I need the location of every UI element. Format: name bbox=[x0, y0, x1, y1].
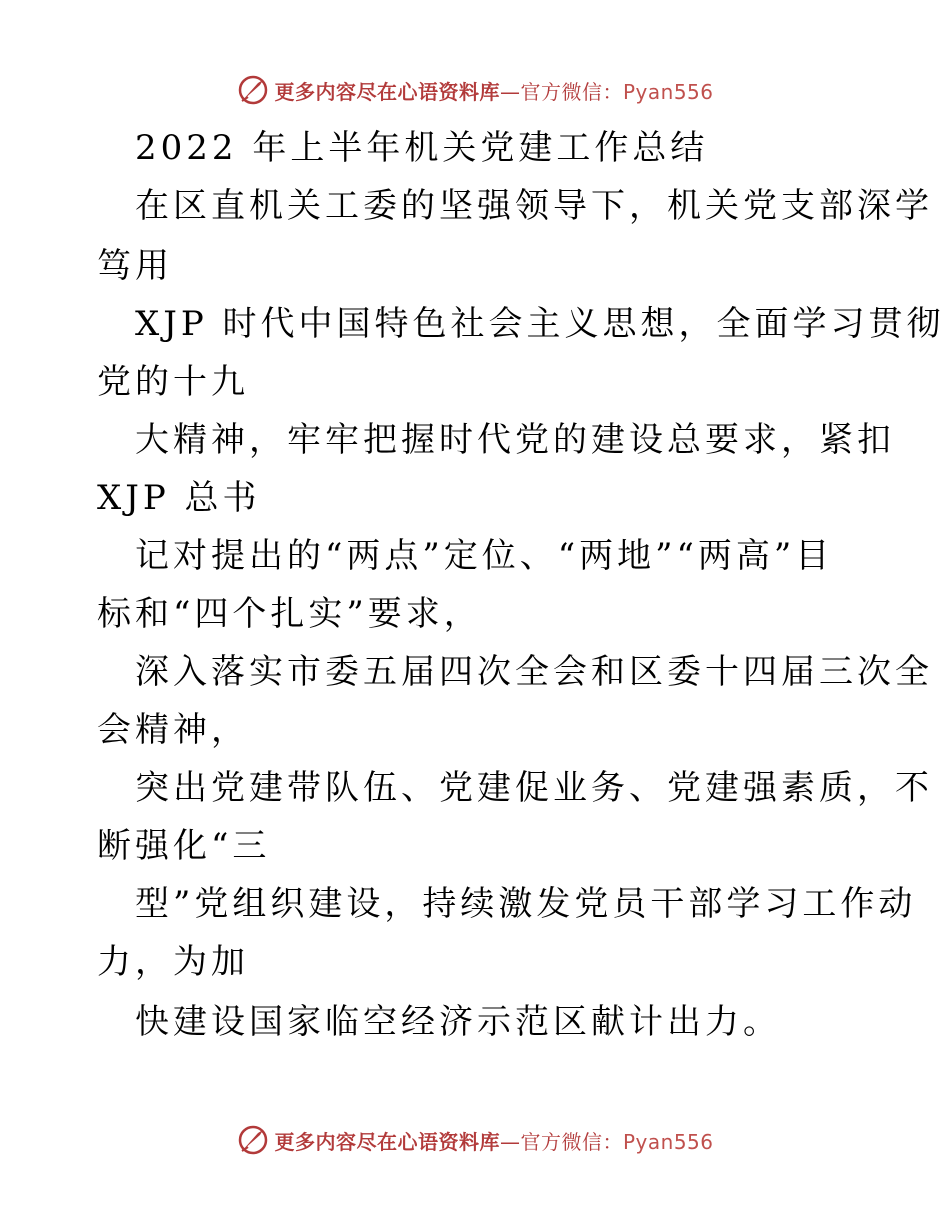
document-line: 党的十九 bbox=[97, 362, 249, 402]
banner-text bbox=[274, 1126, 713, 1155]
banner-separator: —官方微信： bbox=[499, 79, 623, 104]
banner-main-text: 更多内容尽在心语资料库 bbox=[274, 79, 500, 104]
banner-wechat-id: Pyan556 bbox=[622, 79, 714, 104]
header-watermark-banner bbox=[0, 70, 950, 110]
document-line: 标和“四个扎实”要求， bbox=[97, 594, 482, 634]
document-line: 突出党建带队伍、党建促业务、党建强素质，不 bbox=[135, 768, 933, 808]
document-line: 型”党组织建设，持续激发党员干部学习工作动 bbox=[135, 884, 917, 924]
document-line: 快建设国家临空经济示范区献计出力。 bbox=[135, 1002, 781, 1042]
banner-main-text: 更多内容尽在心语资料库 bbox=[274, 1129, 500, 1154]
document-line: 深入落实市委五届四次全会和区委十四届三次全 bbox=[135, 652, 933, 692]
document-line: XJP 时代中国特色社会主义思想，全面学习贯彻 bbox=[135, 304, 945, 344]
document-line: 笃用 bbox=[97, 246, 173, 286]
document-line: 记对提出的“两点”定位、“两地”“两高”目 bbox=[135, 536, 834, 576]
banner-wechat-id: Pyan556 bbox=[622, 1129, 714, 1154]
document-line: 在区直机关工委的坚强领导下，机关党支部深学 bbox=[135, 186, 933, 226]
document-line: XJP 总书 bbox=[97, 478, 261, 518]
document-title: 2022 年上半年机关党建工作总结 bbox=[135, 128, 709, 168]
quill-pen-logo-icon bbox=[236, 73, 270, 107]
document-line: 断强化“三 bbox=[97, 826, 271, 866]
quill-pen-logo-icon bbox=[236, 1123, 270, 1157]
footer-watermark-banner bbox=[0, 1120, 950, 1160]
banner-text bbox=[274, 76, 713, 105]
banner-separator: —官方微信： bbox=[499, 1129, 623, 1154]
document-line: 力，为加 bbox=[97, 942, 249, 982]
document-line: 会精神， bbox=[97, 710, 249, 750]
document-line: 大精神，牢牢把握时代党的建设总要求，紧扣 bbox=[135, 420, 895, 460]
